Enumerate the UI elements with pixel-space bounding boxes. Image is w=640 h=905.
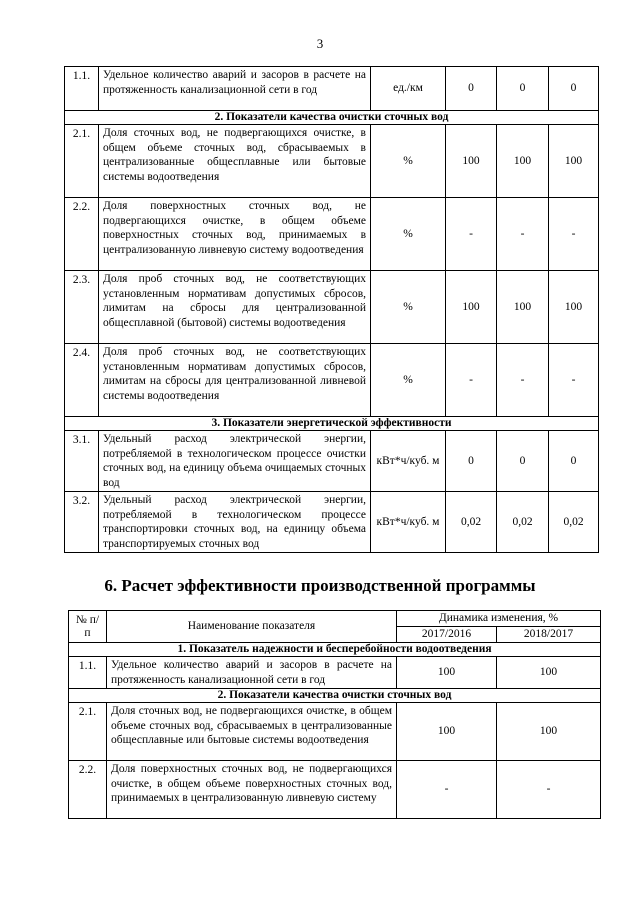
row-number: 2.1.: [65, 125, 99, 198]
unit: ед./км: [371, 67, 446, 111]
header-year-2: 2018/2017: [497, 627, 601, 643]
table-row: [69, 657, 601, 689]
section-title: 2. Показатели качества очистки сточных вод: [69, 689, 601, 703]
value-1: 0,02: [446, 492, 497, 553]
table-row: [65, 67, 599, 111]
indicator-name: Удельное количество аварий и засоров в расчете на протяженность канализационной сети в год: [99, 67, 371, 111]
indicator-name: Доля поверхностных сточных вод, не подвергающихся очистке, в общем объеме поверхностных сточных вод, принимаемых в централизованную ливневую систему водоотведения: [99, 198, 371, 271]
value-2: 100: [497, 271, 549, 344]
table-row: [69, 761, 601, 819]
value-1: -: [446, 198, 497, 271]
value-2: 0,02: [497, 492, 549, 553]
value-3: -: [549, 344, 599, 417]
row-number: 2.2.: [69, 761, 107, 819]
dynamics-2: 100: [497, 703, 601, 761]
header-dynamics: Динамика изменения, %: [397, 611, 601, 627]
value-3: 0,02: [549, 492, 599, 553]
indicator-name: Доля сточных вод, не подвергающихся очистке, в общем объеме сточных вод, сбрасываемых в централизованные общесплавные или бытовые системы водоотведения: [99, 125, 371, 198]
indicator-name: Удельное количество аварий и засоров в расчете на протяженность канализационной сети в год: [107, 657, 397, 689]
value-3: 0: [549, 67, 599, 111]
page-number: 3: [316, 36, 324, 51]
table-row: [65, 271, 599, 344]
section-row: [69, 643, 601, 657]
indicator-name: Доля проб сточных вод, не соответствующих установленным нормативам допустимых сбросов, лимитам на сбросы для централизованной общесплавной (бытовой) системы водоотведения: [99, 271, 371, 344]
section-title: 1. Показатель надежности и бесперебойности водоотведения: [69, 643, 601, 657]
header-year-1: 2017/2016: [397, 627, 497, 643]
table-row: [65, 125, 599, 198]
row-number: 3.2.: [65, 492, 99, 553]
value-1: -: [446, 344, 497, 417]
unit: кВт*ч/куб. м: [371, 431, 446, 492]
indicator-name: Удельный расход электрической энергии, потребляемой в технологическом процессе очистки сточных вод, на единицу объема очищаемых сточных вод: [99, 431, 371, 492]
table-row: [65, 344, 599, 417]
indicator-name: Удельный расход электрической энергии, потребляемой в технологическом процессе транспортировки сточных вод, на единицу объема транспортируемых сточных вод: [99, 492, 371, 553]
table-row: [65, 431, 599, 492]
unit: кВт*ч/куб. м: [371, 492, 446, 553]
unit: %: [371, 198, 446, 271]
value-2: -: [497, 344, 549, 417]
table-row: [69, 703, 601, 761]
header-name: Наименование показателя: [107, 611, 397, 643]
section-row: [69, 689, 601, 703]
section-row: [65, 111, 599, 125]
value-3: 100: [549, 125, 599, 198]
indicator-name: Доля сточных вод, не подвергающихся очистке, в общем объеме сточных вод, сбрасываемых в централизованные общесплавные или бытовые системы водоотведения: [107, 703, 397, 761]
row-number: 2.2.: [65, 198, 99, 271]
table-row: [65, 198, 599, 271]
value-2: 100: [497, 125, 549, 198]
dynamics-2: 100: [497, 657, 601, 689]
value-3: 0: [549, 431, 599, 492]
dynamics-2: -: [497, 761, 601, 819]
unit: %: [371, 344, 446, 417]
section-6-title: 6. Расчет эффективности производственной программы: [104, 576, 536, 595]
table-row: [65, 492, 599, 553]
row-number: 2.1.: [69, 703, 107, 761]
row-number: 1.1.: [65, 67, 99, 111]
value-1: 100: [446, 125, 497, 198]
indicators-table: [64, 66, 599, 553]
value-2: 0: [497, 431, 549, 492]
value-2: 0: [497, 67, 549, 111]
section-row: [65, 417, 599, 431]
row-number: 1.1.: [69, 657, 107, 689]
value-3: 100: [549, 271, 599, 344]
value-1: 100: [446, 271, 497, 344]
header-num: № п/п: [69, 611, 107, 643]
row-number: 2.4.: [65, 344, 99, 417]
section-title: 3. Показатели энергетической эффективности: [65, 417, 599, 431]
indicator-name: Доля поверхностных сточных вод, не подвергающихся очистке, в общем объеме поверхностных сточных вод, принимаемых в централизованную ливневую систему: [107, 761, 397, 819]
unit: %: [371, 271, 446, 344]
section-title: 2. Показатели качества очистки сточных вод: [65, 111, 599, 125]
dynamics-1: -: [397, 761, 497, 819]
dynamics-1: 100: [397, 703, 497, 761]
row-number: 2.3.: [65, 271, 99, 344]
value-1: 0: [446, 431, 497, 492]
indicator-name: Доля проб сточных вод, не соответствующих установленным нормативам допустимых сбросов, лимитам на сбросы для централизованной ливневой системы водоотведения: [99, 344, 371, 417]
efficiency-table: [68, 610, 601, 819]
dynamics-1: 100: [397, 657, 497, 689]
value-3: -: [549, 198, 599, 271]
unit: %: [371, 125, 446, 198]
row-number: 3.1.: [65, 431, 99, 492]
value-1: 0: [446, 67, 497, 111]
value-2: -: [497, 198, 549, 271]
